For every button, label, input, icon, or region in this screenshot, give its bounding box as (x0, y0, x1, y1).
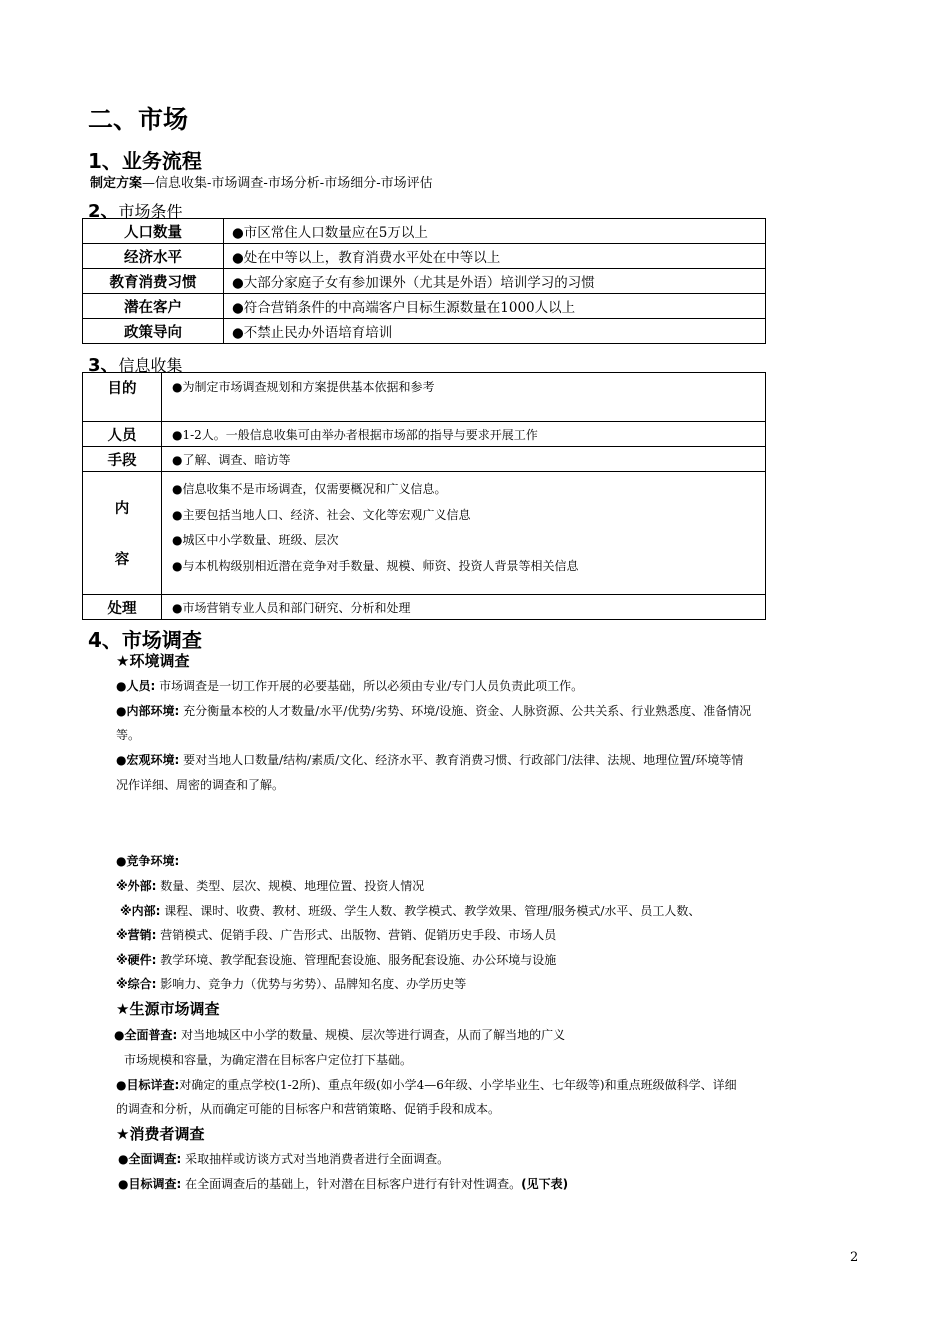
table-row (83, 319, 766, 344)
row-value: ●不禁止民办外语培育培训 (224, 319, 766, 344)
market-survey-title: 4、市场调查 (88, 628, 202, 652)
table-row (83, 595, 766, 620)
content-label-2: 容 (114, 552, 130, 568)
table-row (83, 373, 766, 422)
student-survey-heading: ★生源市场调查 (116, 1000, 220, 1018)
row-label: 手段 (83, 447, 162, 472)
row-label: 政策导向 (83, 319, 224, 344)
table-row (83, 219, 766, 244)
comp-external: ※外部: 数量、类型、层次、规模、地理位置、投资人情况 (116, 879, 425, 893)
market-conditions-table (82, 218, 766, 344)
para-personnel: ●人员: 市场调查是一切工作开展的必要基础，所以必须由专业/专门人员负责此项工作。 (116, 679, 584, 693)
row-value (162, 472, 766, 595)
comp-overall: ※综合: 影响力、竞争力（优势与劣势）、品牌知名度、办学历史等 (116, 977, 467, 991)
row-value: ●大部分家庭子女有参加课外（尤其是外语）培训学习的习惯 (224, 269, 766, 294)
para-internal-env-cont: 等。 (116, 728, 141, 742)
info-collection-title: 3、信息收集 (88, 355, 183, 376)
row-label: 处理 (83, 595, 162, 620)
comp-internal: ※内部: 课程、课时、收费、教材、班级、学生人数、教学模式、教学效果、管理/服务模式/水平、员工人数、 (120, 904, 701, 918)
comp-marketing: ※营销: 营销模式、促销手段、广告形式、出版物、营销、促销历史手段、市场人员 (116, 928, 557, 942)
row-label: 经济水平 (83, 244, 224, 269)
para-target-survey: ●目标调查: 在全面调查后的基础上，针对潜在目标客户进行有针对性调查。(见下表) (118, 1177, 569, 1191)
row-label: 人口数量 (83, 219, 224, 244)
para-competition: ●竞争环境: (116, 854, 180, 868)
table-row (83, 269, 766, 294)
para-internal-env: ●内部环境: 充分衡量本校的人才数量/水平/优势/劣势、环境/设施、资金、人脉资源、公共关系、行业熟悉度、准备情况 (116, 704, 752, 718)
row-value: ●市区常住人口数量应在5万以上 (224, 219, 766, 244)
list-item: ●与本机构级别相近潜在竞争对手数量、规模、师资、投资人背景等相关信息 (172, 558, 579, 573)
business-flow (90, 172, 433, 191)
list-item: ●信息收集不是市场调查，仅需要概况和广义信息。 (172, 482, 447, 496)
row-value: ●1-2人。一般信息收集可由举办者根据市场部的指导与要求开展工作 (162, 422, 766, 447)
row-value: ●为制定市场调查规划和方案提供基本依据和参考 (162, 373, 766, 422)
row-label (83, 472, 162, 595)
business-process-title: 1、业务流程 (88, 149, 202, 173)
row-value: ●市场营销专业人员和部门研究、分析和处理 (162, 595, 766, 620)
row-label: 教育消费习惯 (83, 269, 224, 294)
table-row (83, 294, 766, 319)
content-label-1: 内 (114, 501, 130, 517)
para-target-detail-cont: 的调查和分析，从而确定可能的目标客户和营销策略、促销手段和成本。 (116, 1102, 501, 1116)
env-survey-heading: ★环境调查 (116, 652, 190, 670)
row-value: ●处在中等以上，教育消费水平处在中等以上 (224, 244, 766, 269)
row-value: ●了解、调查、暗访等 (162, 447, 766, 472)
table-row (83, 244, 766, 269)
flow-start: 制定方案 (90, 176, 143, 191)
row-label: 目的 (83, 373, 162, 422)
row-value: ●符合营销条件的中高端客户目标生源数量在1000人以上 (224, 294, 766, 319)
list-item: ●城区中小学数量、班级、层次 (172, 533, 339, 547)
info-collection-table (82, 372, 766, 620)
page-number: 2 (850, 1250, 859, 1265)
para-macro-env-cont: 况作详细、周密的调查和了解。 (116, 778, 285, 792)
flow-steps: —信息收集-市场调查-市场分析-市场细分-市场评估 (142, 176, 433, 191)
table-row (83, 422, 766, 447)
table-row (83, 447, 766, 472)
para-full-survey: ●全面调查: 采取抽样或访谈方式对当地消费者进行全面调查。 (118, 1152, 450, 1166)
section-heading: 二、市场 (88, 105, 189, 134)
list-item: ●主要包括当地人口、经济、社会、文化等宏观广义信息 (172, 507, 471, 522)
market-conditions-title: 2、市场条件 (88, 201, 183, 222)
para-macro-env: ●宏观环境: 要对当地人口数量/结构/素质/文化、经济水平、教育消费习惯、行政部门/法律、法规、地理位置/环境等情 (116, 753, 744, 767)
row-label: 人员 (83, 422, 162, 447)
para-census: ●全面普查: 对当地城区中小学的数量、规模、层次等进行调查，从而了解当地的广义 (114, 1028, 566, 1042)
comp-hardware: ※硬件: 教学环境、教学配套设施、管理配套设施、服务配套设施、办公环境与设施 (116, 953, 557, 967)
row-label: 潜在客户 (83, 294, 224, 319)
para-census-cont: 市场规模和容量，为确定潜在目标客户定位打下基础。 (124, 1053, 413, 1067)
para-target-detail: ●目标详查:对确定的重点学校(1-2所)、重点年级(如小学4—6年级、小学毕业生、七年级等)和重点班级做科学、详细 (116, 1078, 737, 1092)
table-row (83, 472, 766, 595)
consumer-survey-heading: ★消费者调查 (116, 1125, 205, 1143)
